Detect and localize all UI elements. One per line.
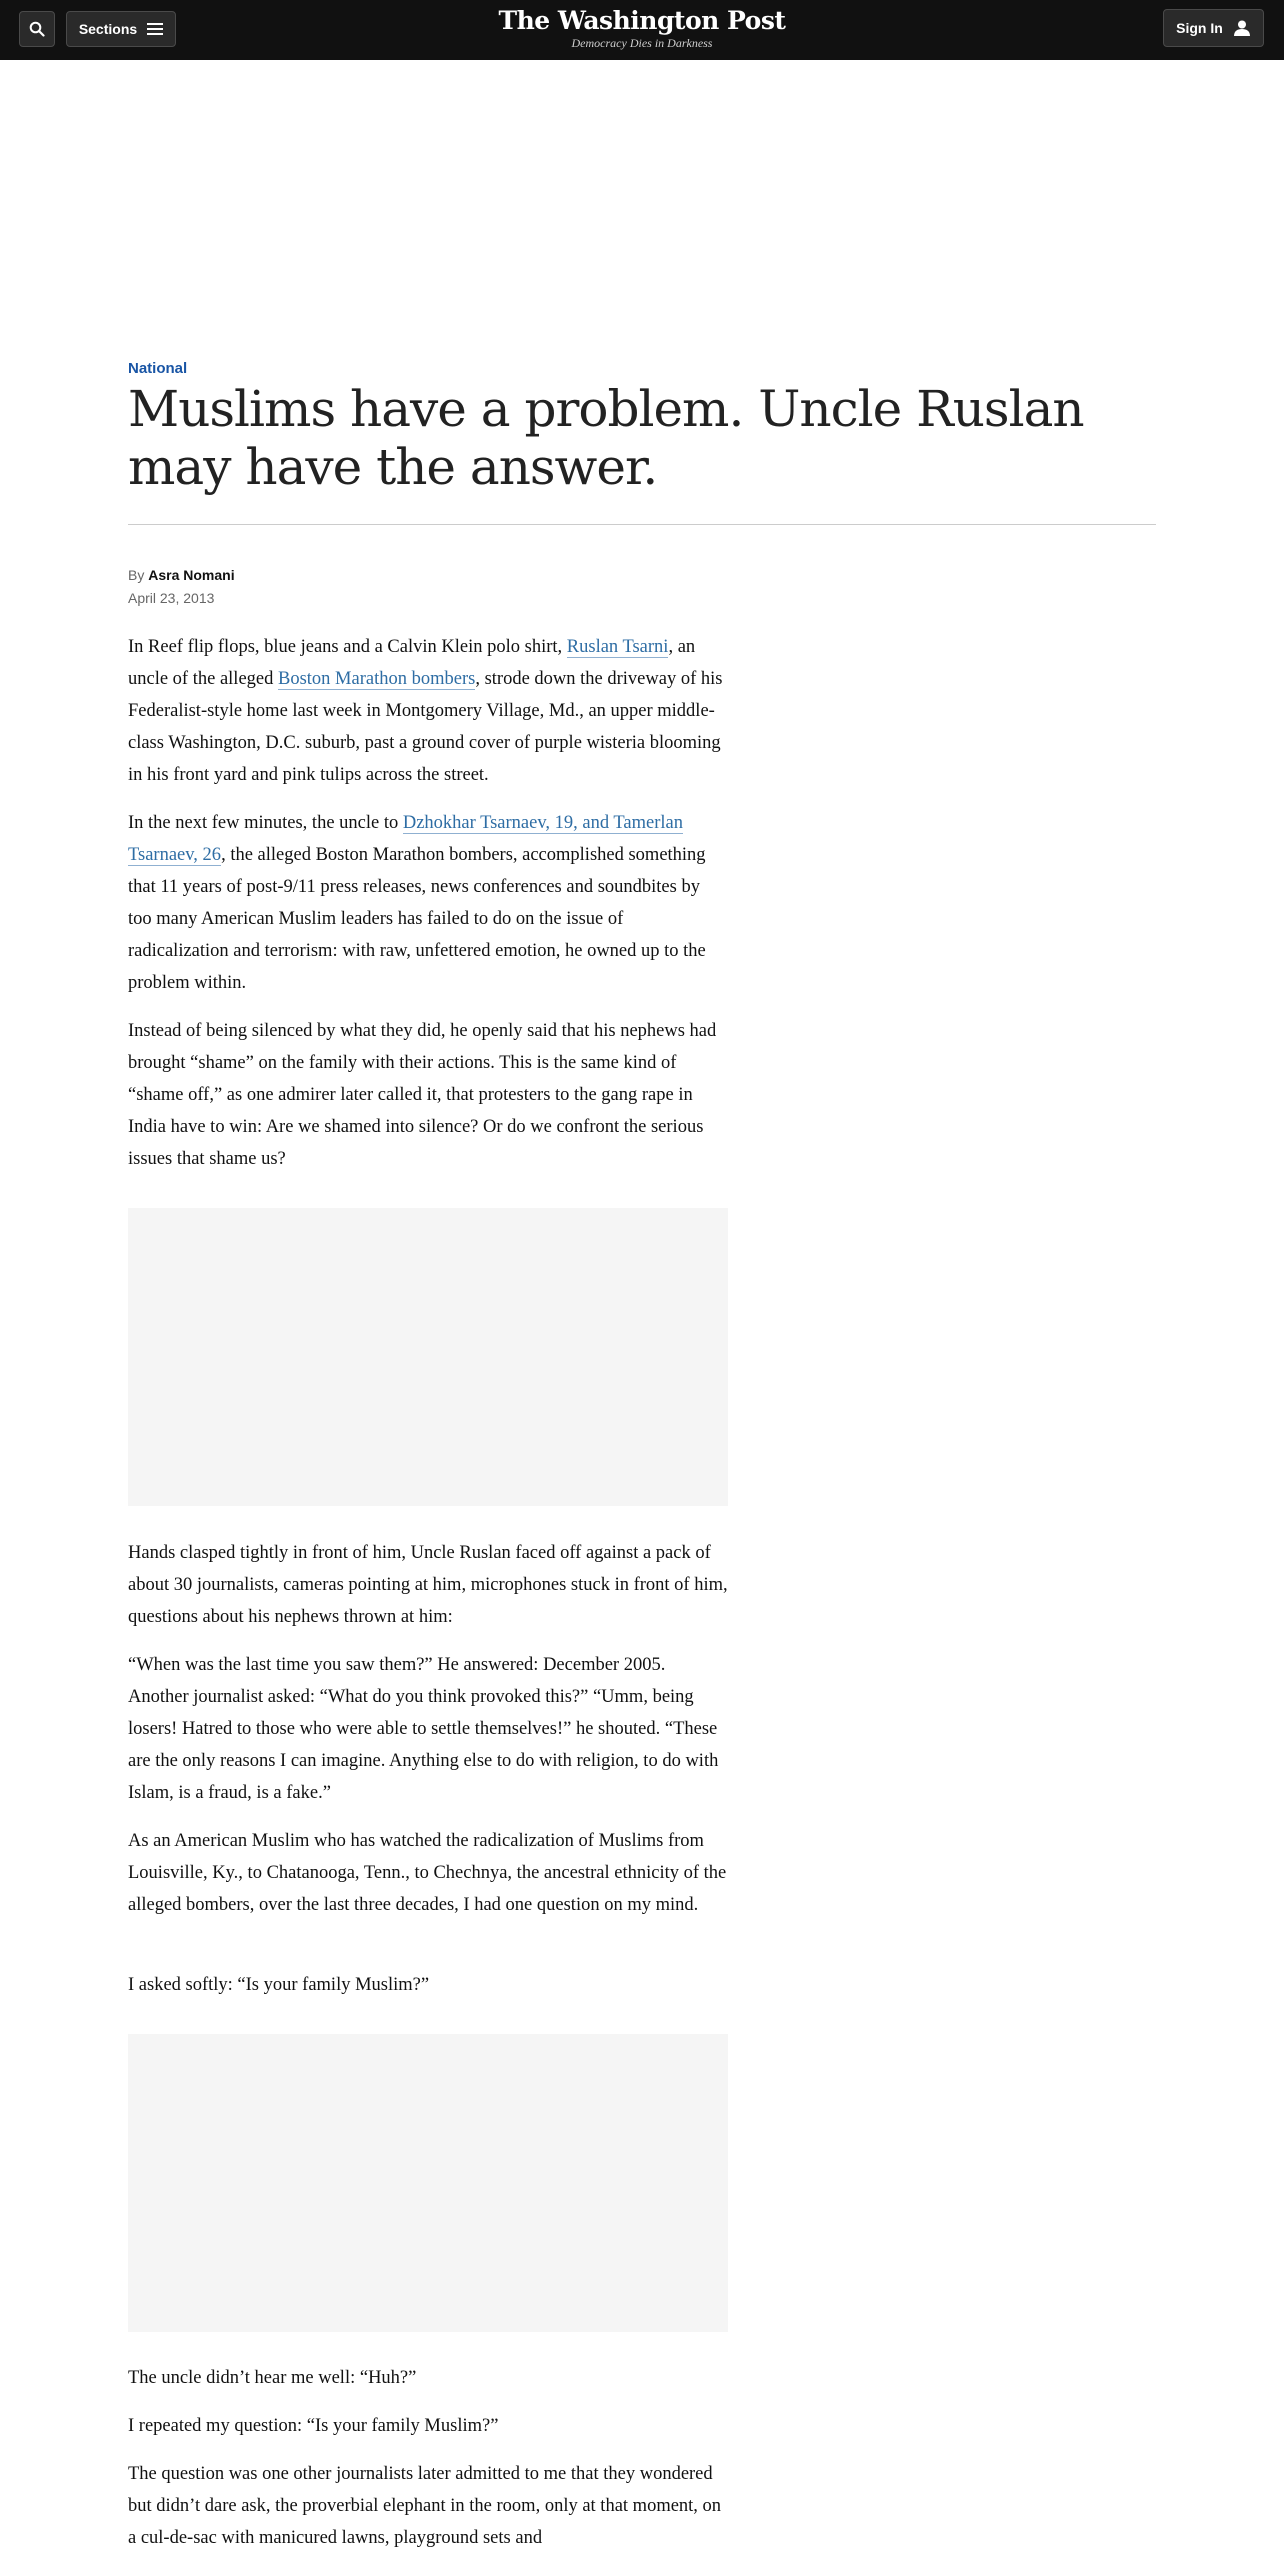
top-navigation-bar [0,0,1284,60]
publish-date: April 23, 2013 [128,590,215,606]
paragraph-2 [128,807,728,999]
paragraph-9: I repeated my question: “Is your family Muslim?” [128,2416,499,2436]
search-button[interactable] [19,11,55,47]
paragraph-6: As an American Muslim who has watched the radicalization of Muslims from Louisville, Ky., to Chatanooga, Tenn., to Chechnya, the ancestral ethnicity of the alleged bombers, over the last three decades, I had one question on my mind. [128,1831,727,1915]
tsarnaev-brothers-link[interactable]: Dzhokhar Tsarnaev, 19, and Tamerlan Tsarnaev, 26 [128,813,683,865]
paragraph-text: , the alleged Boston Marathon bombers, accomplished something that 11 years of post-9/11 press releases, news conferences and soundbites by too many American Muslim leaders has failed to do on the issue of radicalization and terrorism: with raw, unfettered emotion, he owned up to the problem within. [128,845,706,993]
paragraph-3: Instead of being silenced by what they did, he openly said that his nephews had brought “shame” on the family with their actions. This is the same kind of “shame off,” as one admirer later called it, that protesters to the gang rape in India have to win: Are we shamed into silence? Or do we confront the serious issues that shame us? [128,1021,717,1169]
paragraph-text: , an uncle of the alleged [128,637,696,689]
search-icon [29,21,45,37]
section-kicker-link[interactable]: National [128,360,188,377]
paragraph-4: Hands clasped tightly in front of him, Uncle Ruslan faced off against a pack of about 30 journalists, cameras pointing at him, microphones stuck in front of him, questions about his nephews thrown at him: [128,1543,728,1627]
byline-prefix: By [128,567,145,583]
paragraph-text: In the next few minutes, the uncle to [128,813,403,833]
paragraph-7: I asked softly: “Is your family Muslim?” [128,1975,430,1995]
paragraph-8: The uncle didn’t hear me well: “Huh?” [128,2368,417,2388]
byline [128,567,235,583]
author-link[interactable]: Asra Nomani [148,567,235,583]
tagline: Democracy Dies in Darkness [571,36,713,50]
sign-in-label: Sign In [1176,20,1223,36]
menu-icon [147,22,163,36]
sections-button[interactable] [66,11,176,47]
paragraph-text: , strode down the driveway of his Federalist-style home last week in Montgomery Village, Md., an upper middle-class Washington, D.C. suburb, past a ground cover of purple wisteria blooming in his front yard and pink tulips across the street. [128,669,723,785]
paragraph-5: “When was the last time you saw them?” He answered: December 2005. Another journalist asked: “What do you think provoked this?” “Umm, being losers! Hatred to those who were able to settle themselves!” he shouted. “These are the only reasons I can imagine. Anything else to do with religion, to do with Islam, is a fraud, is a fake.” [128,1655,719,1803]
inline-ad-slot-2 [128,2034,728,2332]
logo[interactable] [442,6,842,50]
paragraph-text: In Reef flip flops, blue jeans and a Calvin Klein polo shirt, [128,637,567,657]
inline-ad-slot [128,1208,728,1506]
top-ad-slot [0,60,1284,350]
divider [128,524,1156,525]
boston-marathon-bombers-link[interactable]: Boston Marathon bombers [278,669,476,689]
sign-in-button[interactable] [1163,9,1264,47]
user-icon [1233,19,1251,37]
ruslan-tsarni-link[interactable]: Ruslan Tsarni [566,637,669,657]
paragraph-1 [128,631,728,791]
sections-label: Sections [78,21,138,37]
logo-text: The Washington Post [498,6,786,35]
paragraph-10: The question was one other journalists later admitted to me that they wondered but didn’t dare ask, the proverbial elephant in the room, only at that moment, on a cul-de-sac with manicured lawns, playground sets and [128,2464,722,2548]
headline: Muslims have a problem. Uncle Ruslan may have the answer. [128,380,1084,496]
